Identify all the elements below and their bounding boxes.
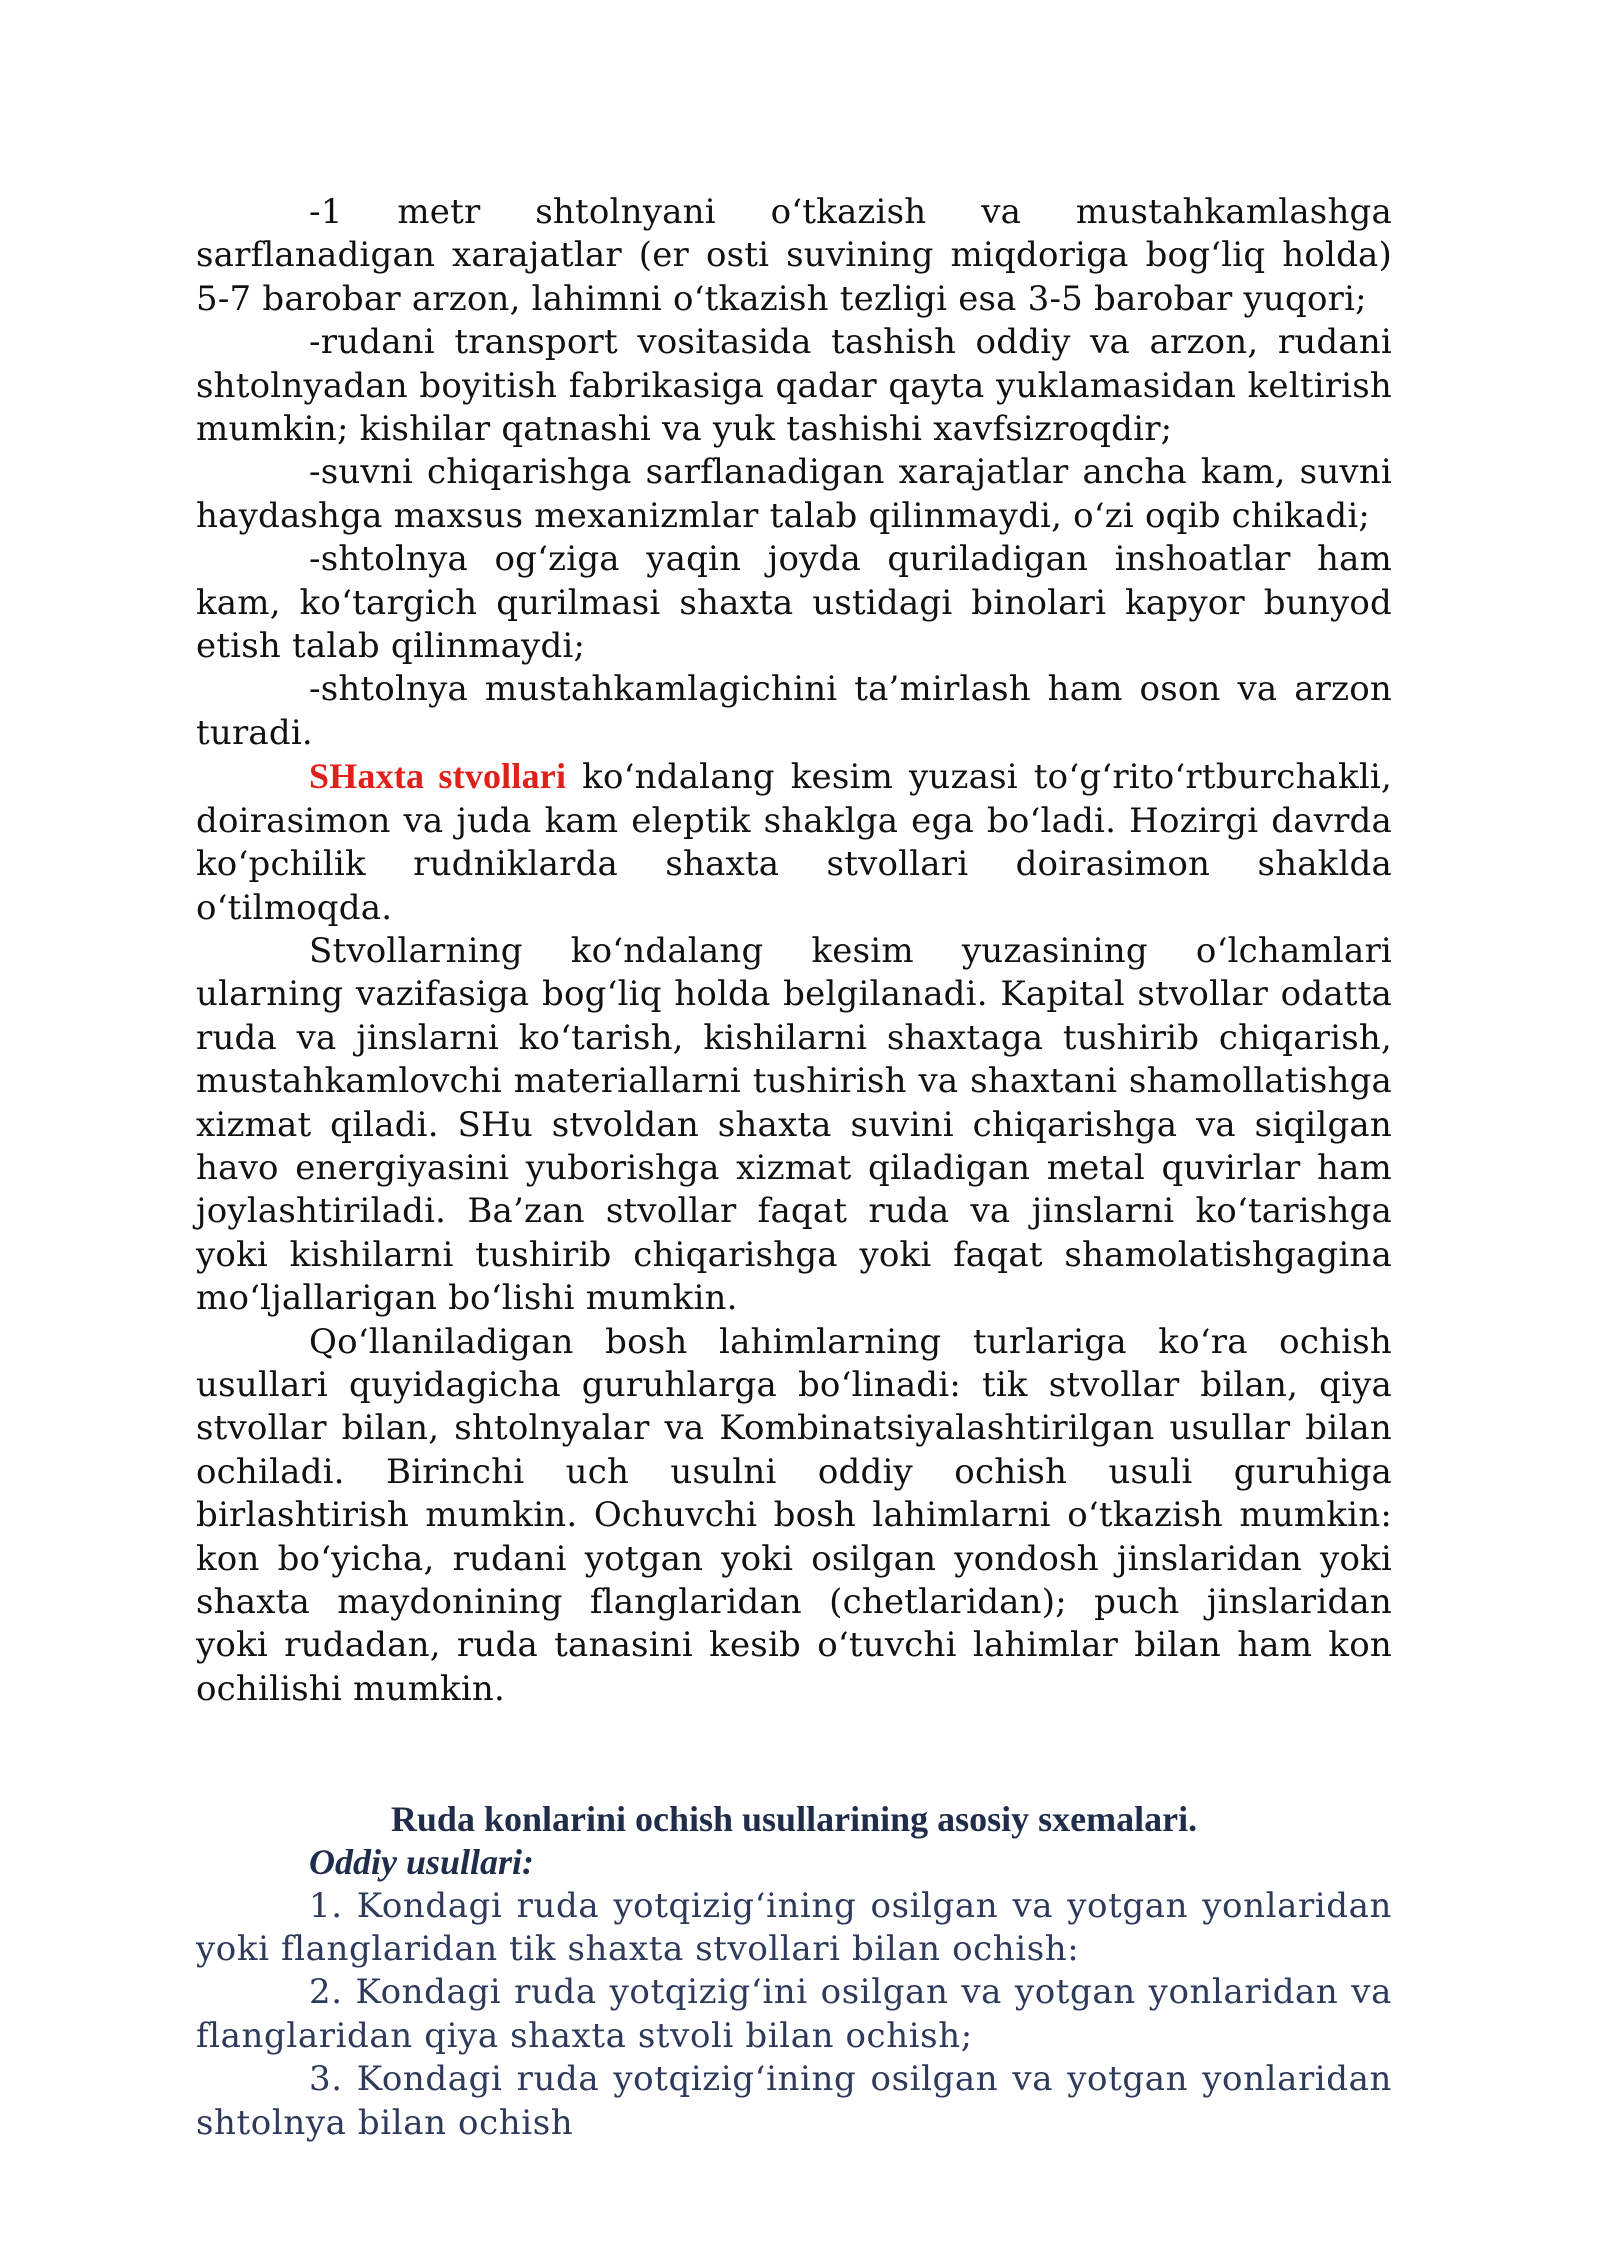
list-item: 1. Kondagi ruda yotqizig‘ining osilgan va yotgan yonlaridan yoki flanglaridan tik shaxta stvollari bilan ochish: <box>196 1885 1392 1970</box>
paragraph-repair: -shtolnya mustahkamlagichini ta’mirlash ham oson va arzon turadi. <box>196 669 1392 753</box>
shaft-term: SHaxta stvollari <box>309 756 567 797</box>
section-subheading: Oddiy usullari: <box>309 1842 535 1883</box>
list-item: 2. Kondagi ruda yotqizig‘ini osilgan va yotgan yonlaridan va flanglaridan qiya shaxta stvoli bilan ochish; <box>196 1972 1392 2056</box>
paragraph-cost: -1 metr shtolnyani o‘tkazish va mustahkamlashga sarflanadigan xarajatlar (er osti suvining miqdoriga bog‘liq holda) 5-7 barobar arzon, lahimni o‘tkazish tezligi esa 3-5 barobar yuqori; <box>196 192 1392 319</box>
paragraph-shaft-shape <box>196 755 1392 930</box>
section-heading: Ruda konlarini ochish usullarining asosiy sxemalari. <box>390 1799 1198 1840</box>
paragraph-transport: -rudani transport vositasida tashish oddiy va arzon, rudani shtolnyadan boyitish fabrikasiga qadar qayta yuklamasidan keltirish mumkin; kishilar qatnashi va yuk tashishi xavfsizroqdir; <box>196 322 1392 450</box>
document-page <box>196 191 1392 2145</box>
paragraph-opening-methods: Qo‘llaniladigan bosh lahimlarning turlariga ko‘ra ochish usullari quyidagicha guruhlarga bo‘linadi: tik stvollar bilan, qiya stvollar bilan, shtolnyalar va Kombinatsiyalashtirilgan usullar bilan ochiladi. Birinchi uch usulni oddiy ochish usuli guruhiga birlashtirish mumkin. Ochuvchi bosh lahimlarni o‘tkazish mumkin: kon bo‘yicha, rudani yotgan yoki osilgan yondosh jinslaridan yoki shaxta maydonining flanglaridan (chetlaridan); puch jinslaridan yoki rudadan, ruda tanasini kesib o‘tuvchi lahimlar bilan ham kon ochilishi mumkin. <box>196 1321 1392 1709</box>
list-item: 3. Kondagi ruda yotqizig‘ining osilgan va yotgan yonlaridan shtolnya bilan ochish <box>196 2059 1392 2143</box>
paragraph-shaft-dimensions: Stvollarning ko‘ndalang kesim yuzasining o‘lchamlari ularning vazifasiga bog‘liq holda belgilanadi. Kapital stvollar odatta ruda va jinslarni ko‘tarish, kishilarni shaxtaga tushirib chiqarish, mustahkamlovchi materiallarni tushirish va shaxtani shamollatishga xizmat qiladi. SHu stvoldan shaxta suvini chiqarishga va siqilgan havo energiyasini yuborishga xizmat qiladigan metal quvirlar ham joylashtiriladi. Ba’zan stvollar faqat ruda va jinslarni ko‘tarishga yoki kishilarni tushirib chiqarishga yoki faqat shamolatishgagina mo‘ljallarigan bo‘lishi mumkin. <box>196 930 1392 1319</box>
shaft-description: ko‘ndalang kesim yuzasi to‘g‘rito‘rtburchakli, doirasimon va juda kam eleptik shaklga ega bo‘ladi. Hozirgi davrda ko‘pchilik rudniklarda shaxta stvollari doirasimon shaklda o‘tilmoqda. <box>196 757 1392 928</box>
paragraph-water: -suvni chiqarishga sarflanadigan xarajatlar ancha kam, suvni haydashga maxsus mexanizmlar talab qilinmaydi, o‘zi oqib chikadi; <box>196 452 1392 536</box>
paragraph-structures: -shtolnya og‘ziga yaqin joyda quriladigan inshoatlar ham kam, ko‘targich qurilmasi shaxta ustidagi binolari kapyor bunyod etish talab qilinmaydi; <box>196 539 1392 667</box>
section-spacer <box>196 1711 1392 1797</box>
